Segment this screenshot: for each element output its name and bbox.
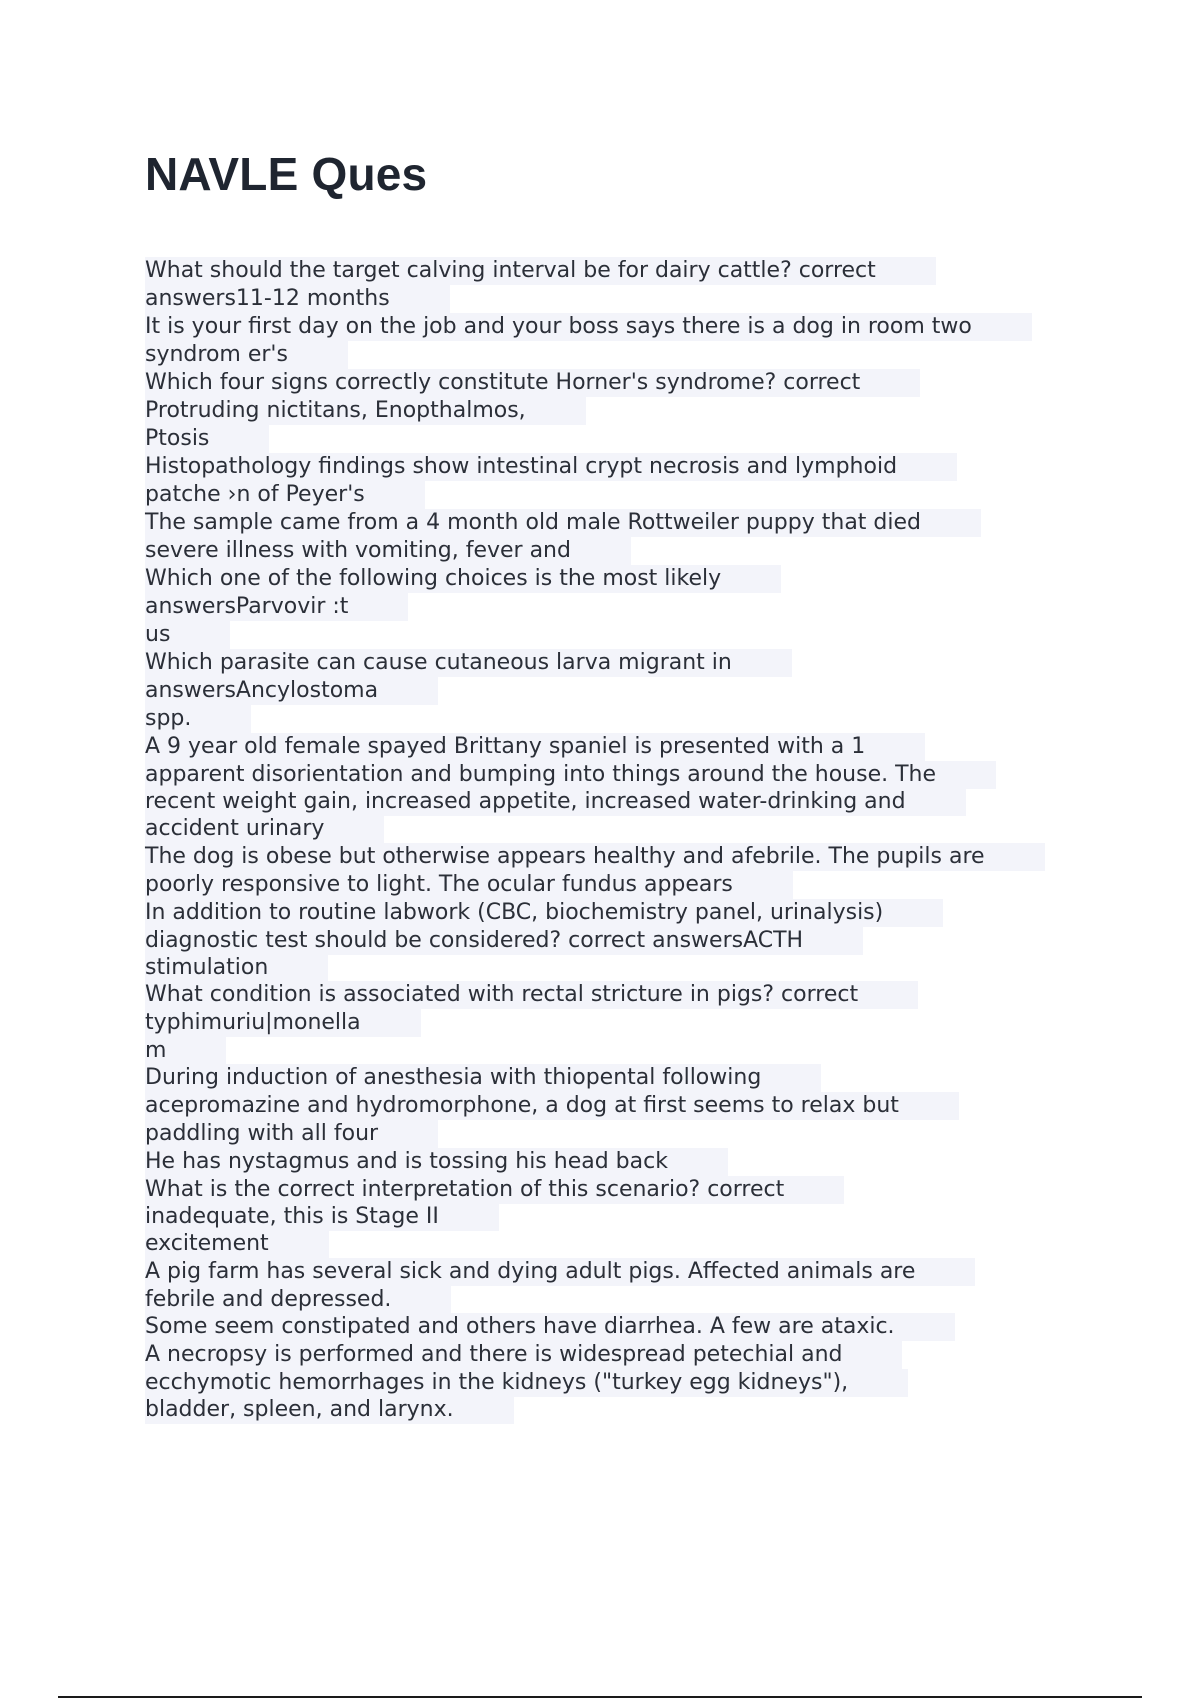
text-line: stimulation [145, 954, 1095, 981]
text-line: Which one of the following choices is the most likely [145, 565, 1095, 593]
text-line: The sample came from a 4 month old male Rottweiler puppy that died [145, 509, 1095, 537]
text-line: answers11-12 months [145, 285, 1095, 313]
text-line: us [145, 621, 1095, 649]
text-line: apparent disorientation and bumping into things around the house. The [145, 761, 1095, 788]
text-line: Some seem constipated and others have diarrhea. A few are ataxic. [145, 1313, 1095, 1341]
text-line: excitement [145, 1230, 1095, 1258]
text-line: Which four signs correctly constitute Horner's syndrome? correct [145, 369, 1095, 397]
text-line: diagnostic test should be considered? correct answersACTH [145, 927, 1095, 954]
footer-divider [58, 1696, 1142, 1698]
document-body [145, 257, 1095, 1424]
text-line: What is the correct interpretation of this scenario? correct [145, 1176, 1095, 1203]
text-line: typhimuriu|monella [145, 1009, 1095, 1037]
text-line: It is your first day on the job and your boss says there is a dog in room two [145, 313, 1095, 341]
text-line: bladder, spleen, and larynx. [145, 1396, 1095, 1424]
text-line: recent weight gain, increased appetite, increased water-drinking and [145, 788, 1095, 815]
text-line: acepromazine and hydromorphone, a dog at first seems to relax but [145, 1092, 1095, 1120]
text-line: Protruding nictitans, Enopthalmos, [145, 397, 1095, 425]
text-line: spp. [145, 705, 1095, 733]
text-line: inadequate, this is Stage II [145, 1203, 1095, 1230]
text-line: A 9 year old female spayed Brittany spaniel is presented with a 1 [145, 733, 1095, 761]
text-line: Histopathology findings show intestinal crypt necrosis and lymphoid [145, 453, 1095, 481]
text-line: poorly responsive to light. The ocular fundus appears [145, 871, 1095, 899]
text-line: answersParvovir :t [145, 593, 1095, 621]
text-line: ecchymotic hemorrhages in the kidneys ("turkey egg kidneys"), [145, 1369, 1095, 1396]
text-line: patche ›n of Peyer's [145, 481, 1095, 509]
text-line: febrile and depressed. [145, 1286, 1095, 1313]
text-line: m [145, 1037, 1095, 1064]
text-line: A pig farm has several sick and dying adult pigs. Affected animals are [145, 1258, 1095, 1286]
text-line: The dog is obese but otherwise appears healthy and afebrile. The pupils are [145, 843, 1095, 871]
text-line: severe illness with vomiting, fever and [145, 537, 1095, 565]
text-line: A necropsy is performed and there is widespread petechial and [145, 1341, 1095, 1369]
text-line: syndrom er's [145, 341, 1095, 369]
text-line: Ptosis [145, 425, 1095, 453]
text-line: He has nystagmus and is tossing his head back [145, 1148, 1095, 1176]
page-title: NAVLE Ques [145, 148, 428, 200]
text-line: During induction of anesthesia with thiopental following [145, 1064, 1095, 1092]
text-line: accident urinary [145, 815, 1095, 843]
text-line: What should the target calving interval be for dairy cattle? correct [145, 257, 1095, 285]
text-line: answersAncylostoma [145, 677, 1095, 705]
text-line: In addition to routine labwork (CBC, biochemistry panel, urinalysis) [145, 899, 1095, 927]
text-line: paddling with all four [145, 1120, 1095, 1148]
text-line: Which parasite can cause cutaneous larva migrant in [145, 649, 1095, 677]
text-line: What condition is associated with rectal stricture in pigs? correct [145, 981, 1095, 1009]
